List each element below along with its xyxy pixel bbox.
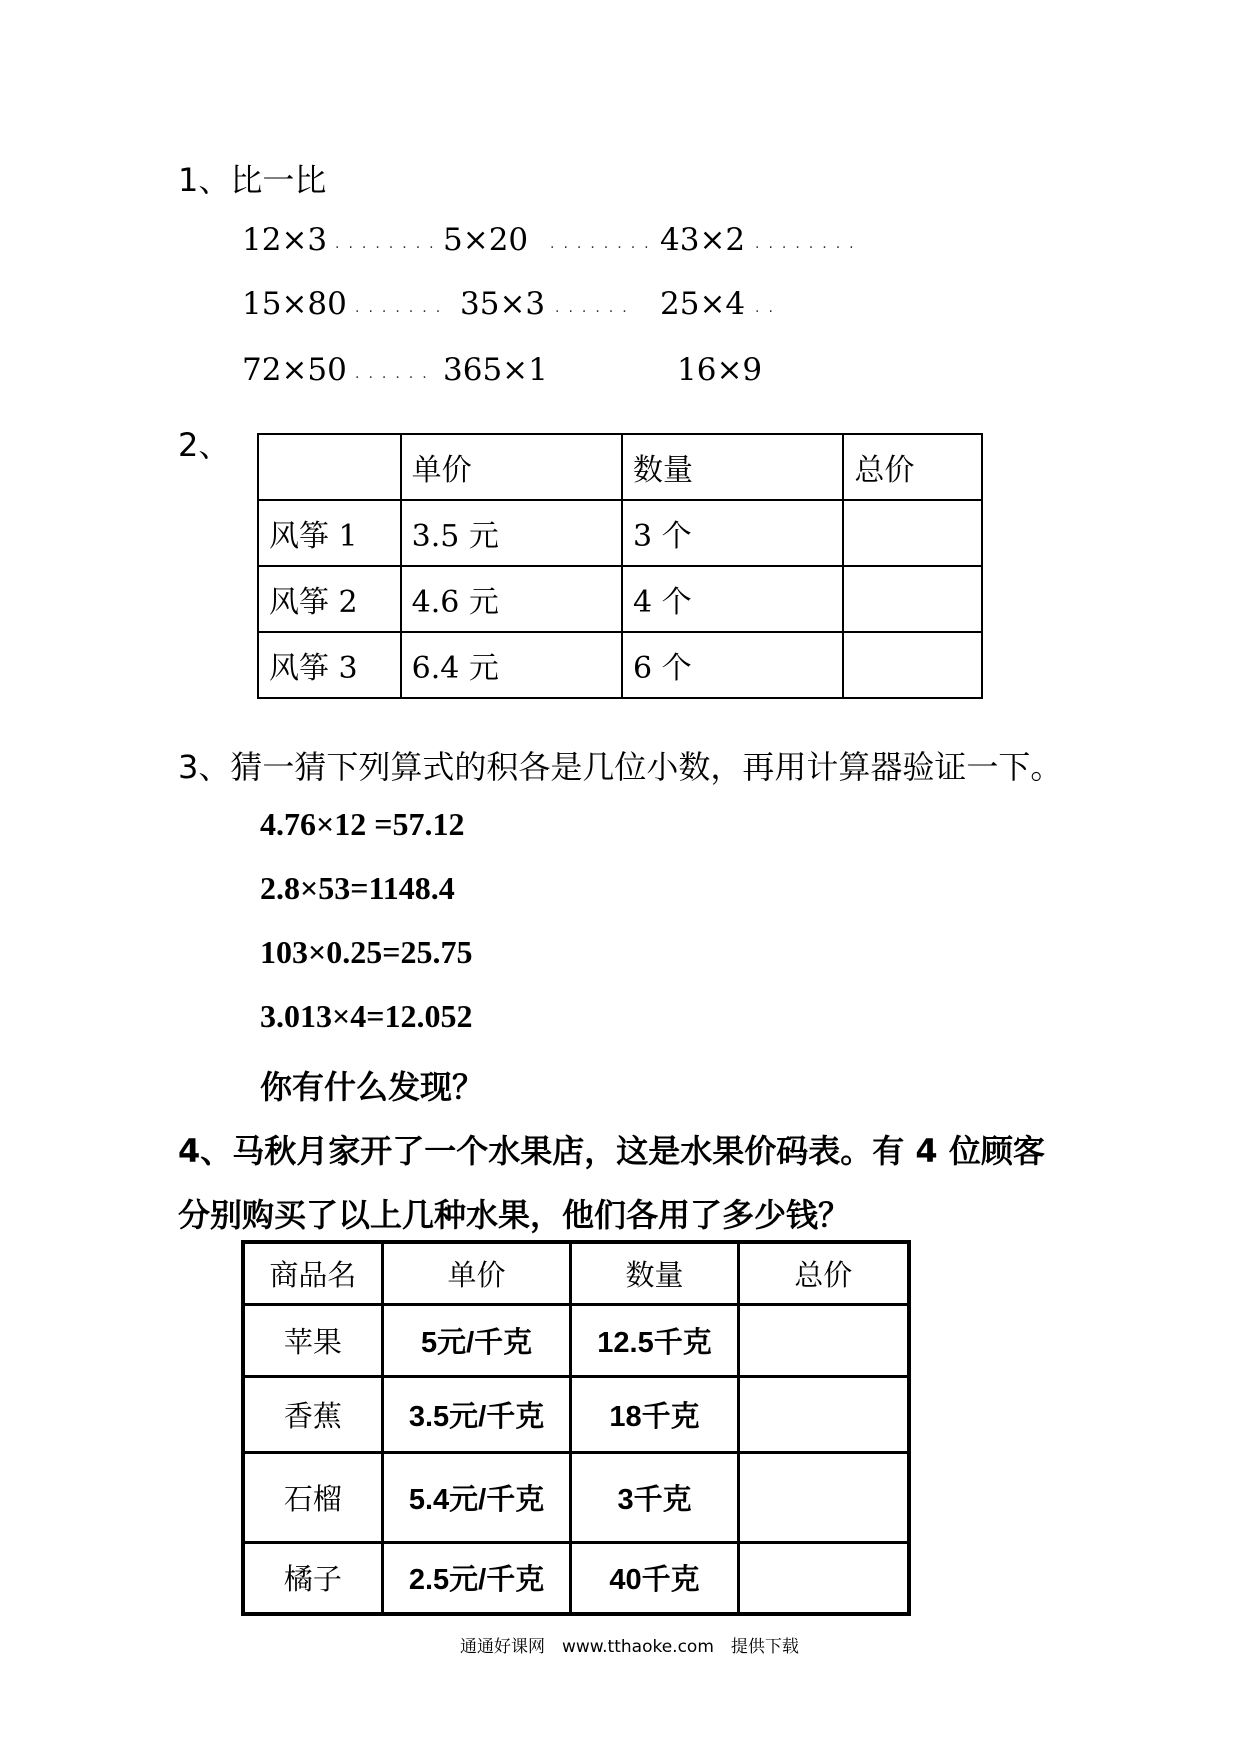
q1-expr: 365×1	[443, 352, 548, 388]
table-cell: 2.5元/千克	[382, 1542, 571, 1614]
table-header-cell: 数量	[571, 1242, 738, 1304]
dotted-line: ..	[755, 300, 782, 316]
q4-title-line2: 分别购买了以上几种水果，他们各用了多少钱？	[178, 1196, 851, 1234]
q3-calculation: 3.013×4=12.052	[260, 998, 473, 1034]
q3-title: 3、猜一猜下列算式的积各是几位小数，再用计算器验证一下。	[178, 748, 1063, 786]
dotted-line: ........	[755, 236, 863, 252]
dotted-line: ........	[550, 236, 658, 252]
table-header-cell: 总价	[738, 1242, 909, 1304]
footer-text: 通通好课网 www.tthaoke.com 提供下载	[460, 1637, 799, 1657]
dotted-line: ......	[555, 300, 636, 316]
table-row	[243, 1542, 909, 1614]
table-cell: 风筝 1	[258, 500, 401, 566]
q1-expr: 12×3	[242, 222, 328, 258]
q1-title: 1、比一比	[178, 161, 327, 199]
kite-price-table	[257, 433, 983, 699]
q1-expr: 72×50	[242, 352, 347, 388]
table-cell: 4.6 元	[401, 566, 622, 632]
table-cell: 风筝 2	[258, 566, 401, 632]
table-header-cell: 单价	[401, 434, 622, 500]
total-answer-cell[interactable]	[843, 632, 982, 698]
table-cell: 橘子	[243, 1542, 382, 1614]
total-answer-cell[interactable]	[738, 1376, 909, 1452]
table-row	[258, 500, 982, 566]
table-header-cell: 商品名	[243, 1242, 382, 1304]
table-cell: 3.5元/千克	[382, 1376, 571, 1452]
table-row	[243, 1376, 909, 1452]
total-answer-cell[interactable]	[843, 500, 982, 566]
table-cell: 5元/千克	[382, 1304, 571, 1376]
q1-expr: 16×9	[677, 352, 763, 388]
fruit-price-table	[241, 1240, 911, 1616]
table-cell: 石榴	[243, 1452, 382, 1542]
dotted-line: ........	[335, 236, 443, 252]
total-answer-cell[interactable]	[738, 1542, 909, 1614]
table-cell: 6.4 元	[401, 632, 622, 698]
table-cell: 40千克	[571, 1542, 738, 1614]
q1-expr: 5×20	[443, 222, 529, 258]
table-row	[243, 1304, 909, 1376]
q1-expr: 35×3	[460, 286, 546, 322]
table-header-cell	[258, 434, 401, 500]
table-header-row	[258, 434, 982, 500]
table-cell: 3千克	[571, 1452, 738, 1542]
dotted-line: ......	[355, 366, 436, 382]
table-cell: 6 个	[622, 632, 843, 698]
q3-question: 你有什么发现？	[260, 1068, 485, 1106]
table-row	[258, 566, 982, 632]
table-cell: 香蕉	[243, 1376, 382, 1452]
q2-label: 2、	[178, 426, 231, 464]
table-cell: 5.4元/千克	[382, 1452, 571, 1542]
table-header-cell: 数量	[622, 434, 843, 500]
q4-title-line1: 4、马秋月家开了一个水果店，这是水果价码表。有 4 位顾客	[178, 1132, 1045, 1170]
table-cell: 4 个	[622, 566, 843, 632]
q3-calculation: 2.8×53=1148.4	[260, 870, 455, 906]
q1-expr: 15×80	[242, 286, 347, 322]
q1-expr: 43×2	[660, 222, 746, 258]
table-cell: 3.5 元	[401, 500, 622, 566]
q1-expr: 25×4	[660, 286, 746, 322]
table-header-row	[243, 1242, 909, 1304]
table-cell: 12.5千克	[571, 1304, 738, 1376]
total-answer-cell[interactable]	[738, 1452, 909, 1542]
table-cell: 苹果	[243, 1304, 382, 1376]
total-answer-cell[interactable]	[738, 1304, 909, 1376]
table-header-cell: 总价	[843, 434, 982, 500]
table-row	[243, 1452, 909, 1542]
q3-calculation: 4.76×12 =57.12	[260, 806, 465, 842]
dotted-line: .......	[355, 300, 450, 316]
table-cell: 18千克	[571, 1376, 738, 1452]
total-answer-cell[interactable]	[843, 566, 982, 632]
table-row	[258, 632, 982, 698]
table-cell: 3 个	[622, 500, 843, 566]
table-cell: 风筝 3	[258, 632, 401, 698]
table-header-cell: 单价	[382, 1242, 571, 1304]
q3-calculation: 103×0.25=25.75	[260, 934, 473, 970]
